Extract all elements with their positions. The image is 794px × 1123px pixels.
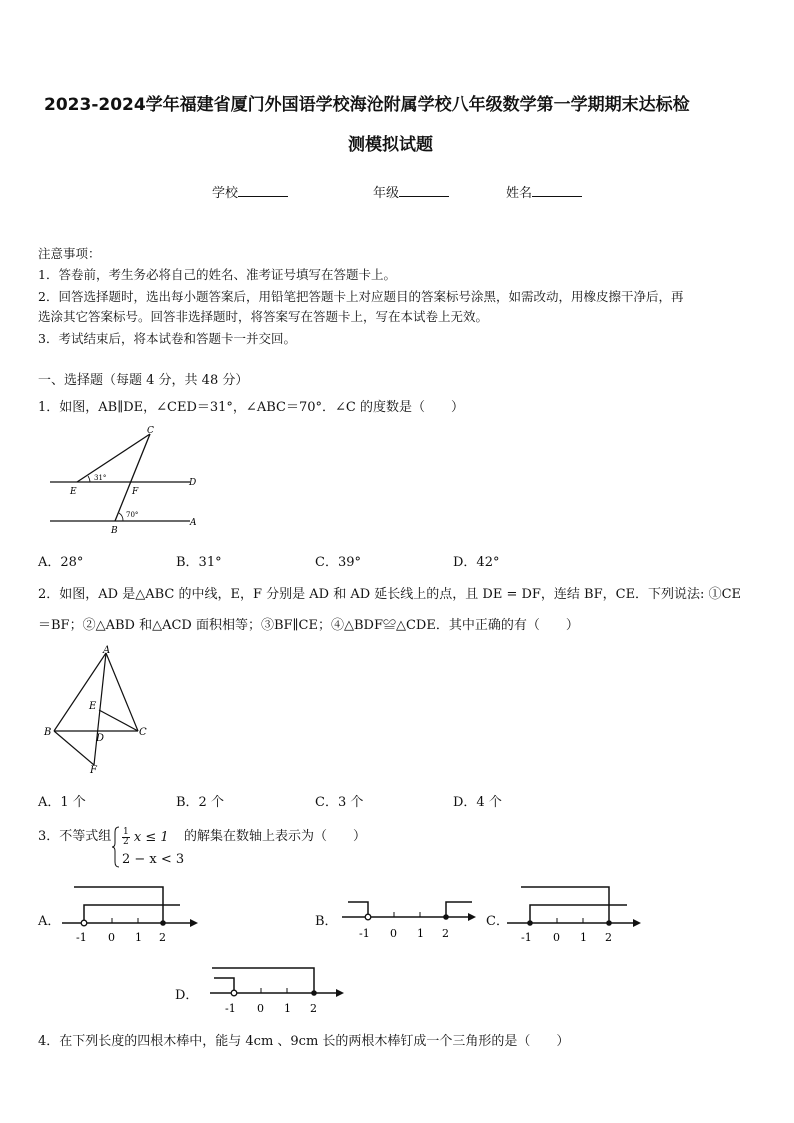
q3-numberline-d (208, 962, 348, 1018)
q3-numberline-b (340, 893, 480, 943)
q1-label-E: E (70, 487, 77, 497)
note-2a: 2．回答选择题时，选出每小题答案后，用铅笔把答题卡上对应题目的答案标号涂黑，如需改动，用橡皮擦干净后，再 (38, 289, 684, 304)
school-field (212, 182, 288, 201)
q3-fraction (122, 828, 130, 847)
q1-option-c: C．39° (315, 555, 361, 570)
school-blank (238, 184, 288, 197)
q3-fraction-num: 1 (123, 827, 129, 837)
q3-inequality-2: 2 − x < 3 (122, 852, 185, 867)
q3-option-b-label: B． (315, 914, 338, 929)
q3c-tick-2: 2 (605, 931, 612, 944)
q2-label-B: B (44, 727, 52, 738)
grade-blank (399, 184, 449, 197)
q1-label-C: C (147, 426, 154, 436)
q2-label-F: F (90, 765, 97, 775)
q1-angle-70: 70° (126, 511, 139, 519)
q2-label-A: A (103, 645, 111, 656)
q3d-tick-0: 0 (257, 1002, 264, 1015)
q3b-tick-0: 0 (390, 927, 397, 940)
note-1: 1．答卷前，考生务必将自己的姓名、准考证号填写在答题卡上。 (38, 267, 396, 282)
q3-inequality-1 (122, 828, 169, 847)
q3a-tick-2: 2 (159, 931, 166, 944)
q3b-tick-2: 2 (442, 927, 449, 940)
q3c-tick-neg1: -1 (521, 931, 532, 944)
q3a-tick-0: 0 (108, 931, 115, 944)
q3c-tick-0: 0 (553, 931, 560, 944)
grade-label: 年级 (373, 186, 400, 201)
section-heading: 一、选择题（每题 4 分，共 48 分） (38, 373, 249, 388)
note-2b: 选涂其它答案标号。回答非选择题时，将答案写在答题卡上，写在本试卷上无效。 (38, 309, 489, 324)
q3-option-c-label: C． (486, 914, 509, 929)
q1-stem: 1．如图，AB∥DE，∠CED＝31°，∠ABC＝70°．∠C 的度数是（ ） (38, 400, 464, 415)
school-label: 学校 (212, 186, 239, 201)
q1-angle-31: 31° (94, 474, 107, 482)
q3-numberline-c (505, 883, 645, 945)
doc-title-line2: 测模拟试题 (348, 135, 433, 155)
q3-prefix: 3．不等式组 (38, 829, 112, 844)
q2-label-C: C (139, 727, 147, 738)
q1-label-B: B (111, 526, 118, 536)
q2-option-a: A．1 个 (38, 795, 86, 810)
q2-line1: 2．如图，AD 是△ABC 的中线，E，F 分别是 AD 和 AD 延长线上的点，且 DE = DF，连结 BF，CE．下列说法: ①CE (38, 587, 742, 602)
q3d-tick-2: 2 (310, 1002, 317, 1015)
name-blank (532, 184, 582, 197)
q3a-tick-neg1: -1 (76, 931, 87, 944)
q1-option-b: B．31° (176, 555, 222, 570)
q2-line2: ＝BF；②△ABD 和△ACD 面积相等；③BF∥CE；④△BDF≌△CDE．其中正确的有（ ） (38, 618, 579, 633)
name-label: 姓名 (506, 186, 533, 201)
q3d-tick-neg1: -1 (225, 1002, 236, 1015)
q3b-tick-neg1: -1 (359, 927, 370, 940)
q3-brace (111, 826, 121, 868)
q3-numberline-a (60, 883, 200, 945)
note-3: 3．考试结束后，将本试卷和答题卡一并交回。 (38, 331, 296, 346)
q2-label-D: D (96, 733, 105, 744)
q2-option-b: B．2 个 (176, 795, 224, 810)
q1-label-F: F (132, 487, 139, 497)
q2-label-E: E (89, 701, 97, 712)
name-field (506, 182, 582, 201)
q3d-tick-1: 1 (284, 1002, 291, 1015)
q1-option-a: A．28° (38, 555, 84, 570)
q3-option-a-label: A． (38, 914, 61, 929)
grade-field (373, 182, 449, 201)
q3b-tick-1: 1 (417, 927, 424, 940)
q3-suffix: 的解集在数轴上表示为（ ） (184, 829, 367, 844)
q3-option-d-label: D． (175, 988, 199, 1003)
q3-ineq1-rest: x ≤ 1 (133, 830, 169, 845)
q2-figure (40, 645, 160, 775)
q1-label-D: D (189, 478, 197, 488)
q1-figure (40, 423, 210, 543)
q3-fraction-den: 2 (123, 837, 129, 847)
q4-stem: 4．在下列长度的四根木棒中，能与 4cm 、9cm 长的两根木棒钉成一个三角形的是（ ） (38, 1034, 570, 1049)
q2-option-c: C．3 个 (315, 795, 364, 810)
q1-label-A: A (190, 518, 197, 528)
notes-heading: 注意事项： (38, 246, 101, 261)
doc-title-line1: 2023-2024学年福建省厦门外国语学校海沧附属学校八年级数学第一学期期末达标检 (44, 95, 690, 115)
q3a-tick-1: 1 (135, 931, 142, 944)
q1-option-d: D．42° (453, 555, 500, 570)
q3c-tick-1: 1 (580, 931, 587, 944)
q2-option-d: D．4 个 (453, 795, 502, 810)
